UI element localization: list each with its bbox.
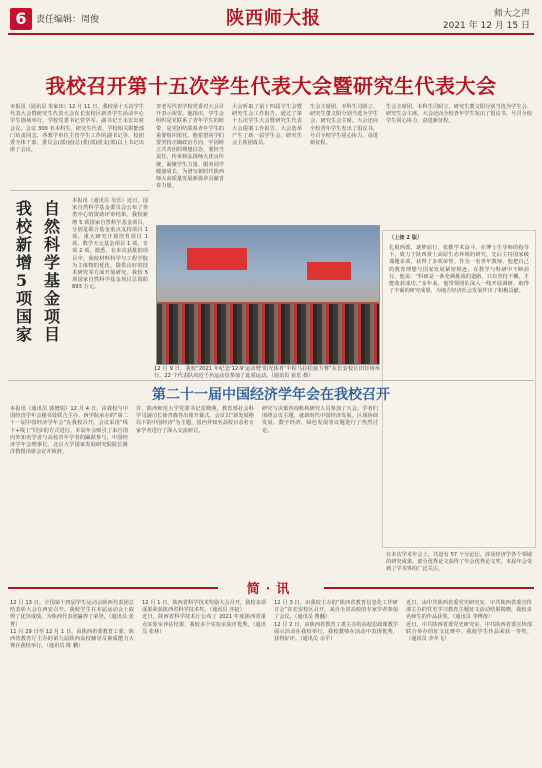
article-b-col-2: 许，陕西师范大学党委书记雷晓燕，教育部社会科学司副司长徐青森等出席开幕式。会议以“新发展格局下的中国经济”为主题，国内外知名高校百余名专家学者进行了深入交流研讨。 (136, 406, 254, 434)
article-b-col-1: 本报讯（通讯员 郭增瑞）12 月 4 日，由我校与中国经济学年会秘书处联合主办，西学院承办的“第二十一届中国经济学年会”在我校召开。会议采用“线下+线上”同步的方式进行。本届年会吸引了来自国内外知名学者与高校青年学者的踊跃参与，中国经济学年会理事长、北京大学国家发展研究院院长姚洋教授出席会议并致辞。 (10, 406, 128, 456)
section-name: 师大之声 (493, 9, 530, 19)
article-col-1: 本报讯（通讯员 朱家玮）12 月 11 日，我校第十五次学生代表大会暨研究生代表大会在长安校区新青学生活动中心学生剧场举行。学校党委书记党学军、副书记王永宏出席会议。会议 300 名本科生、研究生代表，学校相关职能部门负责同志，各教学单位主管学生工作的副书记等，校团委全体干部、委员会(部)团(总)委(部)团支(部)以上书记出席了会议。 (10, 104, 144, 154)
header-rule (8, 33, 534, 35)
red-banner-icon (187, 248, 247, 270)
red-banner-icon (307, 262, 351, 280)
sidebar-title-right: 我校新增 5 项国家 (16, 199, 33, 344)
runners-crowd (157, 304, 379, 364)
section-divider (8, 380, 534, 381)
article-col-4: 大会听取了第十四届学生会暨研究生会工作报告，通过了第十五次学生大会暨研究生代表大会提案工作报告。大会选举产生了新一届学生会、研究生会主席团成员。 (232, 104, 302, 147)
sidebar-text: 本报讯（通讯员 吴乐）近日，国家自然科学基金委员会公布了拳勇中心的资助评审结果。我校新增 5 项国家自然科学基金项目，分别是联合基金重点支持项目 1 项，重大研究计划培育项目 1 项，数学天元基金项目 1 项，专项 2 项。据悉，在本次获批的项目中，我校材料科学与工程学院为主体物的优化，提供良好的技术研究等方面开展研究。我校 5 项国家自然科学基金项目总资助 893 万元。 (72, 198, 148, 291)
newspaper-logo: 陕西师大报 (226, 8, 321, 29)
brief-title: 简·讯 (246, 582, 296, 597)
article-b-col-3: 研究与决策咨询机构研究人员参加了大会。学者们围绕会议主题，就新时代中国经济发展、区域协调发展、数字经济、绿色发展等议题进行了热烈讨论。 (262, 406, 378, 434)
brief-col-2: 12 月 1 日，陕西省科学技术奖励大会召开，我校多项成果荣获陕西省科学技术奖。（通讯员 齐赵） 近日，陕西省科学技术厅公布了 2021 年度陕西省重点实验室评估结果，我校多个实验室获评优秀。（通讯员 张林） (142, 600, 266, 635)
issue-date: 2021 年 12 月 15 日 (442, 21, 530, 31)
sidebar-title-left: 自然科学基金项目 (44, 199, 61, 344)
article-b-col-4: 在本次学术年会上，共设有 57 个分论坛，涉及经济学各个领域的研究成果。部分优秀论文获得了年会优秀论文奖，本届年会受到了学术界的广泛关注。 (386, 552, 532, 573)
brief-col-3: 12 月 3 日，由我校主办的“陕西省教育信息化工作研讨会”在长安校区召开，来自全省高校的专家学者参加了会议。（通讯员 曹翻） 12 月 2 日，由陕西省教育工委主办的高校思政课教学展示活动在我校举行，我校教师在活动中表现优秀，获得好评。（通讯员 余平） (274, 600, 398, 643)
continued-tag: （上接 2 版） (389, 235, 423, 241)
continued-text: 扎根西部，逐梦前行，张勤学术奋斗，在博士生导师的指导下，致力于陕西黄土高原生态环境的研究，先后主持国家级课题多项，获得了多项荣誉。作为一名青年教师，他把自己的教育理想与国家发展紧密相连，在教学与科研中不断前行。他说：“科研是一条充满挑战的道路，只有坚持不懈，才能收获成功。”多年来，他带领团队深入一线开展调研，取得了丰硕的研究成果，为地方经济社会发展作出了积极贡献。 (389, 245, 529, 295)
page-number: 6 (10, 8, 32, 30)
article-col-5: 生会主席团，本科生司昭立、研究生董文阳分别当选为学生会、研究生会主席。大会还向全校青年学生发出了倡议书，号召全校学生同心协力，奋进新征程。 (310, 104, 378, 147)
race-photo (156, 225, 380, 365)
article-col-6: 生会主席团，本科生司昭立、研究生董文阳分别当选为学生会、研究生会主席。大会还向全校青年学生发出了倡议书，号召全校学生同心协力，奋进新征程。 (386, 104, 532, 125)
brief-col-1: 12 月 13 日，全国第十四届学生运动会陕西代表团总结表彰大会在西安召开。我校学生在本届运动会上取得了优异成绩，为陕西代表团赢得了荣誉。（通讯员 张菁） 11 月 29 日至 12 月 1 日，由陕西省委教育工委、陕西省教育厅主办的第九届陕西高校辅导员素质能力大赛在我校举行。（通讯员 陈 鹏） (10, 600, 134, 650)
second-headline: 第二十一届中国经济学年会在我校召开 (152, 387, 390, 403)
brief-col-4: 近日，由中共陕西省委党史研究室、中共陕西省委宣传部主办的党史学习教育主题征文活动结果揭晓，我校多名师生的作品获奖。（通讯员 李博涛） 近日，中共陕西省委党史研究室、中共陕西省委宣传部联合举办的征文比赛中，我校学生作品荣获一等奖。（通讯员 李冬飞） (406, 600, 532, 643)
brief-rule-right (324, 587, 534, 589)
article-col-3: 李老军代表学校党委对大会召开表示祝贺。他指出，学生会组织是党联系了青年学生的纽带，是党团结联系青年学生的重要组织依托。他希望同学们要坚持正确政治方向，牢固树立共青团的理想信念，要担当责任，传承和弘扬师大优良传统，凝聚学生力量、服务同学健康成长，为谱写新时代陕西师大高质量发展新篇章贡献青春力量。 (156, 104, 224, 190)
photo-caption: 12 月 9 日，我校“2021 年纪念‘12·9’运动暨‘阳光体育’半程马拉松接力赛”在长安校区田径场举行。22 个代表队的近千名运动员参加了此项运动。（通讯员 崔乐 摄） (154, 366, 380, 379)
main-headline: 我校召开第十五次学生代表大会暨研究生代表大会 (45, 74, 497, 98)
editor-line: 责任编辑：周俊 (36, 15, 100, 25)
brief-rule-left (8, 587, 218, 589)
